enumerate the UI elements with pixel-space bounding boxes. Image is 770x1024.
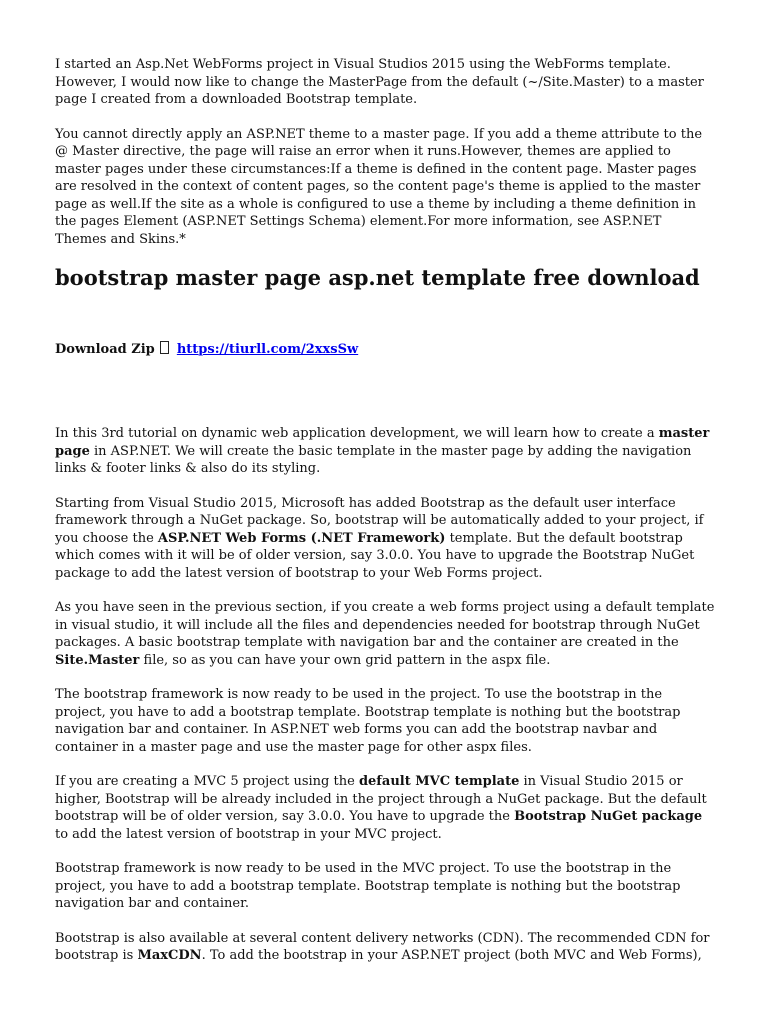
- text-run: Bootstrap is also available at several content delivery networks (CDN). The recommended CDN for bootstrap is: [55, 930, 710, 963]
- body-paragraph-6: Bootstrap framework is now ready to be used in the MVC project. To use the bootstrap in the project, you have to add a bootstrap template. Bootstrap template is nothing but the bootstrap navigation bar and container.: [55, 861, 681, 911]
- bold-term: ASP.NET Web Forms (.NET Framework): [157, 530, 446, 546]
- bold-term: MaxCDN: [137, 948, 202, 963]
- body-paragraph-7: [55, 930, 715, 965]
- missing-glyph-icon: [160, 341, 169, 354]
- text-run: in ASP.NET. We will create the basic template in the master page by adding the navigation links & footer links & also do its styling.: [55, 443, 692, 476]
- download-line: [55, 341, 715, 357]
- body-paragraph-3: [55, 599, 715, 669]
- text-run: If you are creating a MVC 5 project using the: [55, 774, 359, 789]
- body-paragraph-1: [55, 425, 715, 478]
- text-run: file, so as you can have your own grid pattern in the aspx file.: [139, 652, 551, 668]
- bold-term: Bootstrap NuGet package: [514, 809, 703, 824]
- body-paragraph-5: [55, 773, 715, 843]
- bold-term: master page: [55, 426, 710, 459]
- text-run: . To add the bootstrap in your ASP.NET project (both MVC and Web Forms),: [201, 948, 702, 963]
- text-run: to add the latest version of bootstrap in your MVC project.: [55, 826, 442, 842]
- text-run: In this 3rd tutorial on dynamic web application development, we will learn how to create a: [55, 426, 659, 441]
- intro-paragraph-2: You cannot directly apply an ASP.NET theme to a master page. If you add a theme attribute to the @ Master directive, the page will raise an error when it runs.However, themes are applied to master pages under these circumstances:If a theme is defined in the content page. Master pages are resolved in the context of content pages, so the content page's theme is applied to the master page as well.If the site as a whole is configured to use a theme by including a theme definition in the pages Element (ASP.NET Settings Schema) element.For more information, see ASP.NET Themes and Skins.*: [55, 126, 703, 247]
- text-run: As you have seen in the previous section, if you create a web forms project using a default template in visual studio, it will include all the files and dependencies needed for bootstrap through NuGet packages. A basic bootstrap template with navigation bar and the container are created in the: [55, 600, 715, 650]
- bold-term: Site.Master: [55, 652, 140, 668]
- bold-term: default MVC template: [358, 774, 520, 789]
- text-run: in Visual Studio 2015 or higher, Bootstrap will be already included in the project through a NuGet package. But the default bootstrap will be of older version, say 3.0.0. You have to upgrade the: [55, 774, 707, 824]
- download-label: Download Zip: [55, 342, 155, 357]
- intro-paragraph-1: I started an Asp.Net WebForms project in Visual Studios 2015 using the WebForms template. However, I would now like to change the MasterPage from the default (~/Site.Master) to a master page I created from a downloaded Bootstrap template.: [55, 57, 704, 107]
- download-link[interactable]: https://tiurll.com/2xxsSw: [176, 342, 359, 357]
- text-run: template. But the default bootstrap which comes with it will be of older version, say 3.0.0. You have to upgrade the Bootstrap NuGet package to add the latest version of bootstrap to your Web Forms project.: [55, 530, 695, 581]
- body-paragraph-4: The bootstrap framework is now ready to be used in the project. To use the bootstrap in the project, you have to add a bootstrap template. Bootstrap template is nothing but the bootstrap navigation bar and container. In ASP.NET web forms you can add the bootstrap navbar and container in a master page and use the master page for other aspx files.: [55, 687, 681, 755]
- text-run: Starting from Visual Studio 2015, Microsoft has added Bootstrap as the default user interface framework through a NuGet package. So, bootstrap will be automatically added to your project, if you choose the: [55, 495, 704, 546]
- page-heading: bootstrap master page asp.net template free download: [55, 265, 700, 290]
- body-paragraph-2: [55, 495, 715, 583]
